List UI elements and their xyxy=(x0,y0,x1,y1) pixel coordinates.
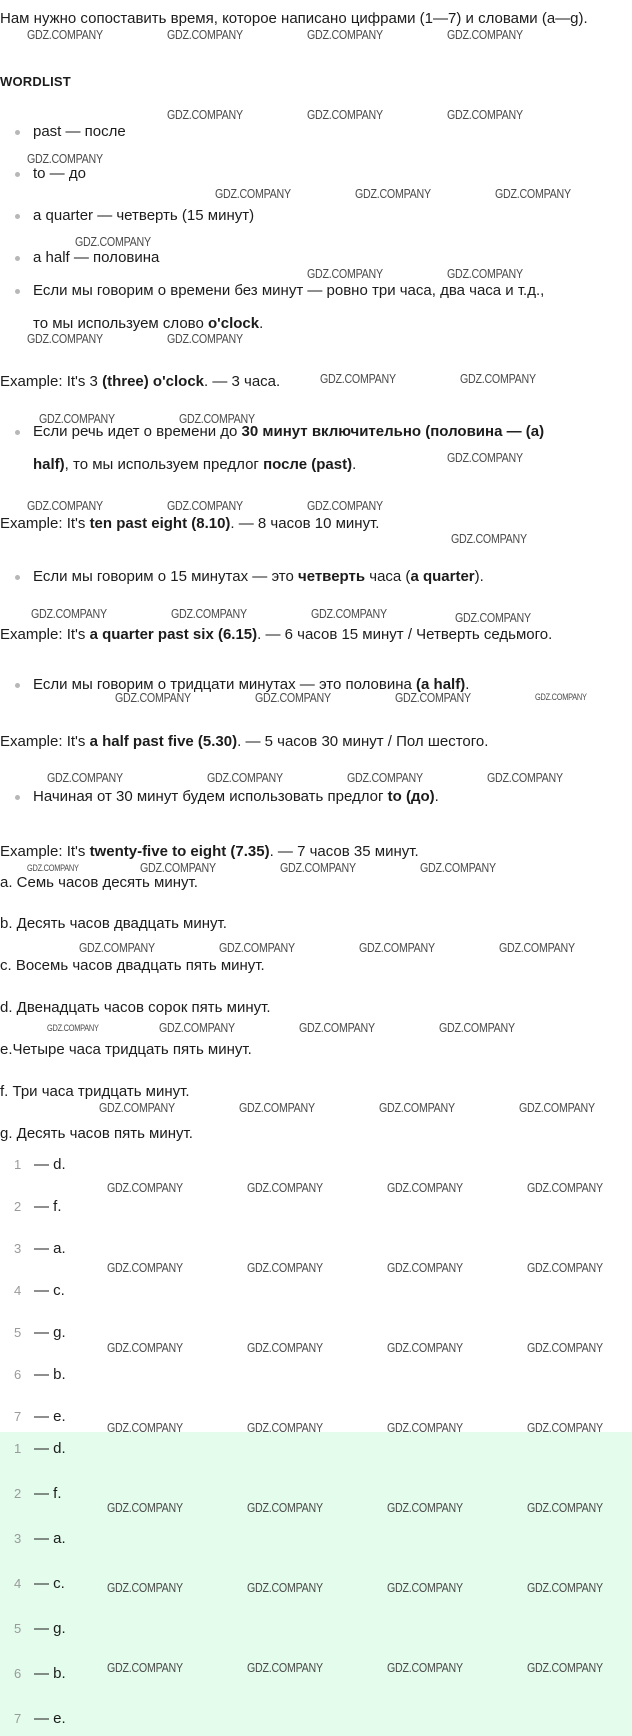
watermark-text: GDZ.COMPANY xyxy=(159,1020,235,1035)
watermark-text: GDZ.COMPANY xyxy=(307,27,383,42)
example-text: Example: It's twenty-five to eight (7.35). — 7 часов 35 минут. xyxy=(0,843,419,860)
watermark-text: GDZ.COMPANY xyxy=(487,770,563,785)
answer-number: 5 xyxy=(14,1325,22,1340)
watermark-text: GDZ.COMPANY xyxy=(179,411,255,426)
wordlist-item: a quarter — четверть (15 минут) xyxy=(33,207,255,224)
answer-number: 3 xyxy=(14,1241,22,1256)
watermark-text: GDZ.COMPANY xyxy=(460,371,536,386)
answer-number: 4 xyxy=(14,1283,22,1298)
watermark-text: GDZ.COMPANY xyxy=(247,1420,323,1435)
answer-value: — f. xyxy=(34,1485,62,1502)
watermark-text: GDZ.COMPANY xyxy=(387,1260,463,1275)
option-item: f. Три часа тридцать минут. xyxy=(0,1083,190,1100)
intro-text: Нам нужно сопоставить время, которое написано цифрами (1—7) и словами (а—g). xyxy=(0,10,588,27)
watermark-text: GDZ.COMPANY xyxy=(107,1180,183,1195)
watermark-text: GDZ.COMPANY xyxy=(527,1340,603,1355)
watermark-text: GDZ.COMPANY xyxy=(239,1100,315,1115)
watermark-text: GDZ.COMPANY xyxy=(495,186,571,201)
option-item: e.Четыре часа тридцать пять минут. xyxy=(0,1041,252,1058)
watermark-text: GDZ.COMPANY xyxy=(395,690,471,705)
answer-number: 6 xyxy=(14,1666,22,1681)
watermark-text: GDZ.COMPANY xyxy=(167,107,243,122)
answer-value: — c. xyxy=(34,1282,65,1299)
watermark-text: GDZ.COMPANY xyxy=(307,498,383,513)
watermark-text: GDZ.COMPANY xyxy=(39,411,115,426)
bullet-dot xyxy=(15,795,20,800)
example-text: Example: It's 3 (three) o'clock. — 3 часа. xyxy=(0,373,281,390)
watermark-text: GDZ.COMPANY xyxy=(359,940,435,955)
watermark-text: GDZ.COMPANY xyxy=(215,186,291,201)
watermark-text: GDZ.COMPANY xyxy=(47,770,123,785)
watermark-text: GDZ.COMPANY xyxy=(207,770,283,785)
watermark-text: GDZ.COMPANY xyxy=(527,1500,603,1515)
example-text: Example: It's a half past five (5.30). — 5 часов 30 минут / Пол шестого. xyxy=(0,733,489,750)
watermark-text: GDZ.COMPANY xyxy=(447,450,523,465)
watermark-text: GDZ.COMPANY xyxy=(167,498,243,513)
watermark-text: GDZ.COMPANY xyxy=(140,860,216,875)
watermark-text: GDZ.COMPANY xyxy=(387,1580,463,1595)
bullet-dot xyxy=(15,214,20,219)
watermark-text: GDZ.COMPANY xyxy=(75,234,151,249)
wordlist-heading: WORDLIST xyxy=(0,74,71,89)
option-item: c. Восемь часов двадцать пять минут. xyxy=(0,957,265,974)
bullet-dot xyxy=(15,256,20,261)
answer-value: — e. xyxy=(34,1408,66,1425)
watermark-text: GDZ.COMPANY xyxy=(27,498,103,513)
watermark-text: GDZ.COMPANY xyxy=(27,151,103,166)
watermark-text: GDZ.COMPANY xyxy=(280,860,356,875)
watermark-text: GDZ.COMPANY xyxy=(27,331,103,346)
answer-value: — f. xyxy=(34,1198,62,1215)
example-text: Example: It's ten past eight (8.10). — 8 часов 10 минут. xyxy=(0,515,380,532)
answer-number: 5 xyxy=(14,1621,22,1636)
rule-text: Если мы говорим о тридцати минутах — это половина (a half). xyxy=(33,676,470,693)
watermark-text: GDZ.COMPANY xyxy=(387,1420,463,1435)
watermark-text: GDZ.COMPANY xyxy=(167,27,243,42)
answer-number: 2 xyxy=(14,1199,22,1214)
watermark-text: GDZ.COMPANY xyxy=(107,1660,183,1675)
watermark-text: GDZ.COMPANY xyxy=(107,1340,183,1355)
rule-text: Если мы говорим о времени без минут — ровно три часа, два часа и т.д., xyxy=(33,282,545,299)
answer-number: 1 xyxy=(14,1157,22,1172)
watermark-text: GDZ.COMPANY xyxy=(247,1260,323,1275)
watermark-text: GDZ.COMPANY xyxy=(107,1500,183,1515)
option-item: b. Десять часов двадцать минут. xyxy=(0,915,227,932)
rule-text: half), то мы используем предлог после (past). xyxy=(33,456,357,473)
bullet-dot xyxy=(15,289,20,294)
watermark-text: GDZ.COMPANY xyxy=(219,940,295,955)
watermark-text: GDZ.COMPANY xyxy=(527,1660,603,1675)
answer-value: — c. xyxy=(34,1575,65,1592)
answer-number: 7 xyxy=(14,1711,22,1726)
option-item: d. Двенадцать часов сорок пять минут. xyxy=(0,999,271,1016)
answer-number: 7 xyxy=(14,1409,22,1424)
watermark-text: GDZ.COMPANY xyxy=(247,1580,323,1595)
watermark-text: GDZ.COMPANY xyxy=(347,770,423,785)
wordlist-item: past — после xyxy=(33,123,126,140)
answer-number: 1 xyxy=(14,1441,22,1456)
watermark-text: GDZ.COMPANY xyxy=(387,1340,463,1355)
watermark-text: GDZ.COMPANY xyxy=(247,1500,323,1515)
watermark-text: GDZ.COMPANY xyxy=(527,1580,603,1595)
watermark-text: GDZ.COMPANY xyxy=(247,1340,323,1355)
watermark-text: GDZ.COMPANY xyxy=(320,371,396,386)
watermark-text: GDZ.COMPANY xyxy=(447,107,523,122)
rule-text: Если речь идет о времени до 30 минут включительно (половина — (a) xyxy=(33,423,545,440)
watermark-text: GDZ.COMPANY xyxy=(99,1100,175,1115)
watermark-text: GDZ.COMPANY xyxy=(27,27,103,42)
watermark-text: GDZ.COMPANY xyxy=(311,606,387,621)
watermark-text: GDZ.COMPANY xyxy=(527,1260,603,1275)
watermark-text: GDZ.COMPANY xyxy=(455,610,531,625)
answer-value: — g. xyxy=(34,1324,66,1341)
rule-text: Начиная от 30 минут будем использовать предлог to (до). xyxy=(33,788,439,805)
bullet-dot xyxy=(15,430,20,435)
answer-number: 2 xyxy=(14,1486,22,1501)
watermark-text: GDZ.COMPANY xyxy=(387,1660,463,1675)
bullet-dot xyxy=(15,172,20,177)
wordlist-item: a half — половина xyxy=(33,249,160,266)
watermark-text: GDZ.COMPANY xyxy=(439,1020,515,1035)
watermark-text: GDZ.COMPANY xyxy=(107,1420,183,1435)
option-item: g. Десять часов пять минут. xyxy=(0,1125,193,1142)
answer-value: — d. xyxy=(34,1156,66,1173)
watermark-text: GDZ.COMPANY xyxy=(31,606,107,621)
answer-value: — a. xyxy=(34,1530,66,1547)
watermark-text: GDZ.COMPANY xyxy=(447,266,523,281)
answer-value: — g. xyxy=(34,1620,66,1637)
watermark-text: GDZ.COMPANY xyxy=(27,863,79,873)
answer-value: — d. xyxy=(34,1440,66,1457)
example-text: Example: It's a quarter past six (6.15). — 6 часов 15 минут / Четверть седьмого. xyxy=(0,626,553,643)
watermark-text: GDZ.COMPANY xyxy=(527,1180,603,1195)
watermark-text: GDZ.COMPANY xyxy=(387,1180,463,1195)
answer-number: 3 xyxy=(14,1531,22,1546)
answer-value: — a. xyxy=(34,1240,66,1257)
rule-text: то мы используем слово o'clock. xyxy=(33,315,264,332)
watermark-text: GDZ.COMPANY xyxy=(451,531,527,546)
watermark-text: GDZ.COMPANY xyxy=(79,940,155,955)
watermark-text: GDZ.COMPANY xyxy=(247,1180,323,1195)
answer-value: — b. xyxy=(34,1665,66,1682)
watermark-text: GDZ.COMPANY xyxy=(107,1260,183,1275)
watermark-text: GDZ.COMPANY xyxy=(527,1420,603,1435)
answer-number: 4 xyxy=(14,1576,22,1591)
watermark-text: GDZ.COMPANY xyxy=(247,1660,323,1675)
watermark-text: GDZ.COMPANY xyxy=(115,690,191,705)
watermark-text: GDZ.COMPANY xyxy=(447,27,523,42)
bullet-dot xyxy=(15,683,20,688)
watermark-text: GDZ.COMPANY xyxy=(307,107,383,122)
watermark-text: GDZ.COMPANY xyxy=(171,606,247,621)
watermark-text: GDZ.COMPANY xyxy=(47,1023,99,1033)
answer-value: — b. xyxy=(34,1366,66,1383)
bullet-dot xyxy=(15,130,20,135)
watermark-text: GDZ.COMPANY xyxy=(499,940,575,955)
watermark-text: GDZ.COMPANY xyxy=(379,1100,455,1115)
answer-value: — e. xyxy=(34,1710,66,1727)
watermark-text: GDZ.COMPANY xyxy=(420,860,496,875)
watermark-text: GDZ.COMPANY xyxy=(355,186,431,201)
watermark-text: GDZ.COMPANY xyxy=(387,1500,463,1515)
wordlist-item: to — до xyxy=(33,165,86,182)
watermark-text: GDZ.COMPANY xyxy=(255,690,331,705)
watermark-text: GDZ.COMPANY xyxy=(299,1020,375,1035)
watermark-text: GDZ.COMPANY xyxy=(535,692,587,702)
bullet-dot xyxy=(15,575,20,580)
watermark-text: GDZ.COMPANY xyxy=(307,266,383,281)
answer-number: 6 xyxy=(14,1367,22,1382)
option-item: a. Семь часов десять минут. xyxy=(0,874,198,891)
watermark-text: GDZ.COMPANY xyxy=(167,331,243,346)
watermark-text: GDZ.COMPANY xyxy=(519,1100,595,1115)
watermark-text: GDZ.COMPANY xyxy=(107,1580,183,1595)
rule-text: Если мы говорим о 15 минутах — это четверть часа (a quarter). xyxy=(33,568,484,585)
